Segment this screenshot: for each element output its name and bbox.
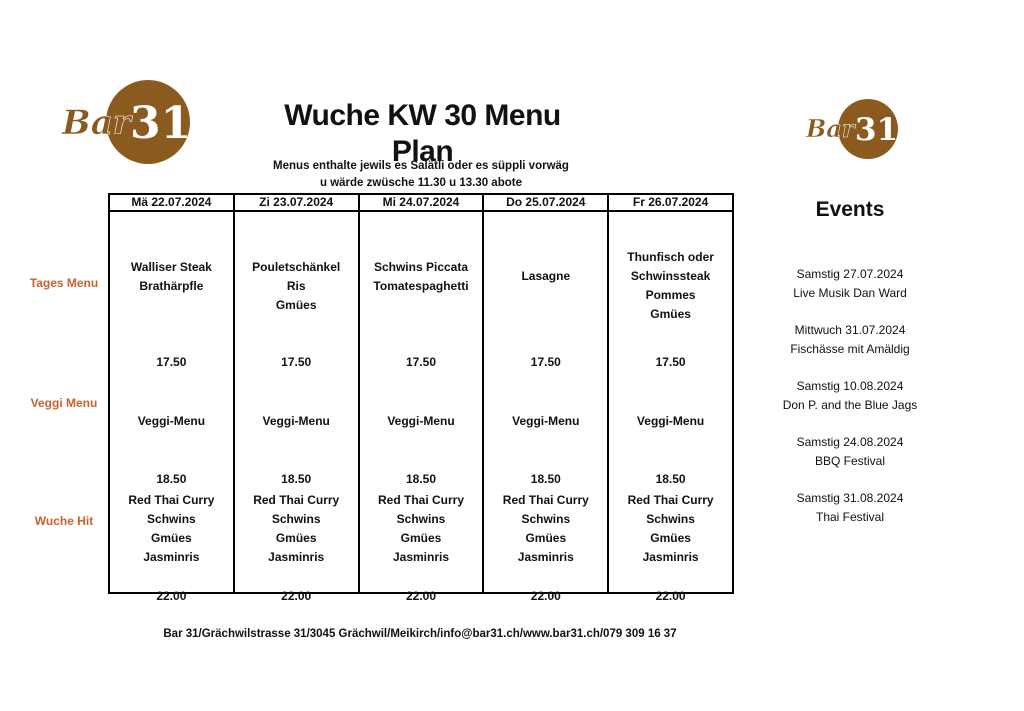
logo-small-bar-text: Bar xyxy=(806,114,855,143)
event-name: Live Musik Dan Ward xyxy=(793,286,907,300)
day-header: Mä 22.07.2024 xyxy=(109,194,234,211)
wuche-hit-item: Red Thai Curry xyxy=(627,493,714,507)
tages-menu-item: Schwins Piccata xyxy=(373,260,469,274)
wuche-hit-item: Schwins xyxy=(646,512,695,526)
menu-table-body xyxy=(109,211,733,593)
events-title: Events xyxy=(815,198,885,221)
wuche-hit-price: 22.00 xyxy=(281,589,312,603)
tages-menu-item: Pommes xyxy=(645,288,696,302)
tages-menu-item: Walliser Steak xyxy=(130,260,212,274)
tages-menu-item: Gmües xyxy=(650,307,691,321)
day-column xyxy=(234,211,359,603)
wuche-hit-price: 22.00 xyxy=(405,589,436,603)
tages-menu-item: Thunfisch oder xyxy=(627,250,714,264)
wuche-hit-item: Gmües xyxy=(650,531,691,545)
bar31-logo-small xyxy=(804,98,900,160)
tages-menu-item: Tomatespaghetti xyxy=(373,279,469,293)
event-item xyxy=(760,321,940,359)
menu-table-header xyxy=(109,194,733,211)
logo-number-text: 31 xyxy=(130,98,192,149)
wuche-hit-item: Jasminris xyxy=(517,550,574,564)
menu-table xyxy=(108,193,734,603)
page-title: Wuche KW 30 Menu Plan xyxy=(284,99,561,168)
footer-contact: Bar 31/Grächwilstrasse 31/3045 Grächwil/Meikirch/info@bar31.ch/www.bar31.ch/079 309 16 37 xyxy=(163,628,677,640)
tages-menu-price: 17.50 xyxy=(655,355,686,369)
day-column xyxy=(483,211,608,603)
veggi-menu-price: 18.50 xyxy=(530,472,561,486)
veggi-menu-item: Veggi-Menu xyxy=(262,414,330,428)
wuche-hit-item: Jasminris xyxy=(392,550,450,564)
veggi-menu-price: 18.50 xyxy=(655,472,686,486)
tages-menu-price: 17.50 xyxy=(156,355,187,369)
wuche-hit-item: Red Thai Curry xyxy=(253,493,340,507)
veggi-menu-item: Veggi-Menu xyxy=(387,414,455,428)
event-item xyxy=(760,433,940,471)
wuche-hit-item: Jasminris xyxy=(268,550,325,564)
row-label-wuche-hit: Wuche Hit xyxy=(34,514,94,528)
subtitle-line-2: u wärde zwüsche 11.30 u 13.30 abote xyxy=(320,177,522,189)
tages-menu-item: Brathärpfle xyxy=(139,279,204,293)
day-header: Zi 23.07.2024 xyxy=(234,194,359,211)
wuche-hit-item: Red Thai Curry xyxy=(128,493,215,507)
wuche-hit-item: Gmües xyxy=(400,531,442,545)
wuche-hit-item: Schwins xyxy=(396,512,446,526)
wuche-hit-item: Schwins xyxy=(147,512,196,526)
event-date: Samstig 31.08.2024 xyxy=(796,491,904,505)
wuche-hit-price: 22.00 xyxy=(655,589,686,603)
event-item xyxy=(760,377,940,415)
veggi-menu-item: Veggi-Menu xyxy=(137,414,206,428)
event-date: Samstig 10.08.2024 xyxy=(796,379,904,393)
day-column xyxy=(359,211,484,603)
event-item xyxy=(760,265,940,303)
tages-menu-price: 17.50 xyxy=(530,355,561,369)
subtitle-line-1: Menus enthalte jewils es Salätli oder es süppli vorwäg xyxy=(273,160,569,172)
veggi-menu-item: Veggi-Menu xyxy=(512,414,580,428)
event-name: Don P. and the Blue Jags xyxy=(782,398,918,412)
row-label-veggi-menu: Veggi Menu xyxy=(30,396,98,410)
wuche-hit-price: 22.00 xyxy=(156,589,187,603)
day-column xyxy=(608,211,733,603)
wuche-hit-item: Red Thai Curry xyxy=(502,493,589,507)
event-name: Fischässe mit Amäldig xyxy=(790,342,910,356)
veggi-menu-item: Veggi-Menu xyxy=(636,414,705,428)
wuche-hit-item: Jasminris xyxy=(143,550,200,564)
event-item xyxy=(760,489,940,527)
event-date: Samstig 27.07.2024 xyxy=(796,267,904,281)
tages-menu-item: Gmües xyxy=(275,298,317,312)
tages-menu-item: Ris xyxy=(286,279,306,293)
wuche-hit-item: Gmües xyxy=(275,531,317,545)
tages-menu-price: 17.50 xyxy=(281,355,312,369)
event-name: BBQ Festival xyxy=(814,454,886,468)
row-label-tages-menu: Tages Menu xyxy=(29,276,99,290)
tages-menu-item: Pouletschänkel xyxy=(252,260,341,274)
logo-bar-text: Bar xyxy=(62,103,131,143)
tages-menu-item: Schwinssteak xyxy=(630,269,711,283)
day-header: Mi 24.07.2024 xyxy=(359,194,484,211)
day-header: Fr 26.07.2024 xyxy=(608,194,733,211)
wuche-hit-item: Jasminris xyxy=(642,550,699,564)
event-date: Mittwuch 31.07.2024 xyxy=(794,323,906,337)
tages-menu-price: 17.50 xyxy=(405,355,436,369)
wuche-hit-price: 22.00 xyxy=(530,589,561,603)
wuche-hit-item: Gmües xyxy=(525,531,567,545)
veggi-menu-price: 18.50 xyxy=(281,472,312,486)
bar31-logo xyxy=(58,78,193,166)
day-header: Do 25.07.2024 xyxy=(483,194,608,211)
wuche-hit-item: Schwins xyxy=(521,512,571,526)
veggi-menu-price: 18.50 xyxy=(405,472,436,486)
wuche-hit-item: Gmües xyxy=(151,531,192,545)
logo-small-number-text: 31 xyxy=(855,112,899,148)
event-date: Samstig 24.08.2024 xyxy=(796,435,904,449)
veggi-menu-price: 18.50 xyxy=(156,472,187,486)
tages-menu-item: Lasagne xyxy=(521,269,571,283)
wuche-hit-item: Red Thai Curry xyxy=(377,493,464,507)
day-column xyxy=(109,211,234,603)
event-name: Thai Festival xyxy=(815,510,885,524)
wuche-hit-item: Schwins xyxy=(271,512,321,526)
menu-subtitle xyxy=(258,158,584,192)
